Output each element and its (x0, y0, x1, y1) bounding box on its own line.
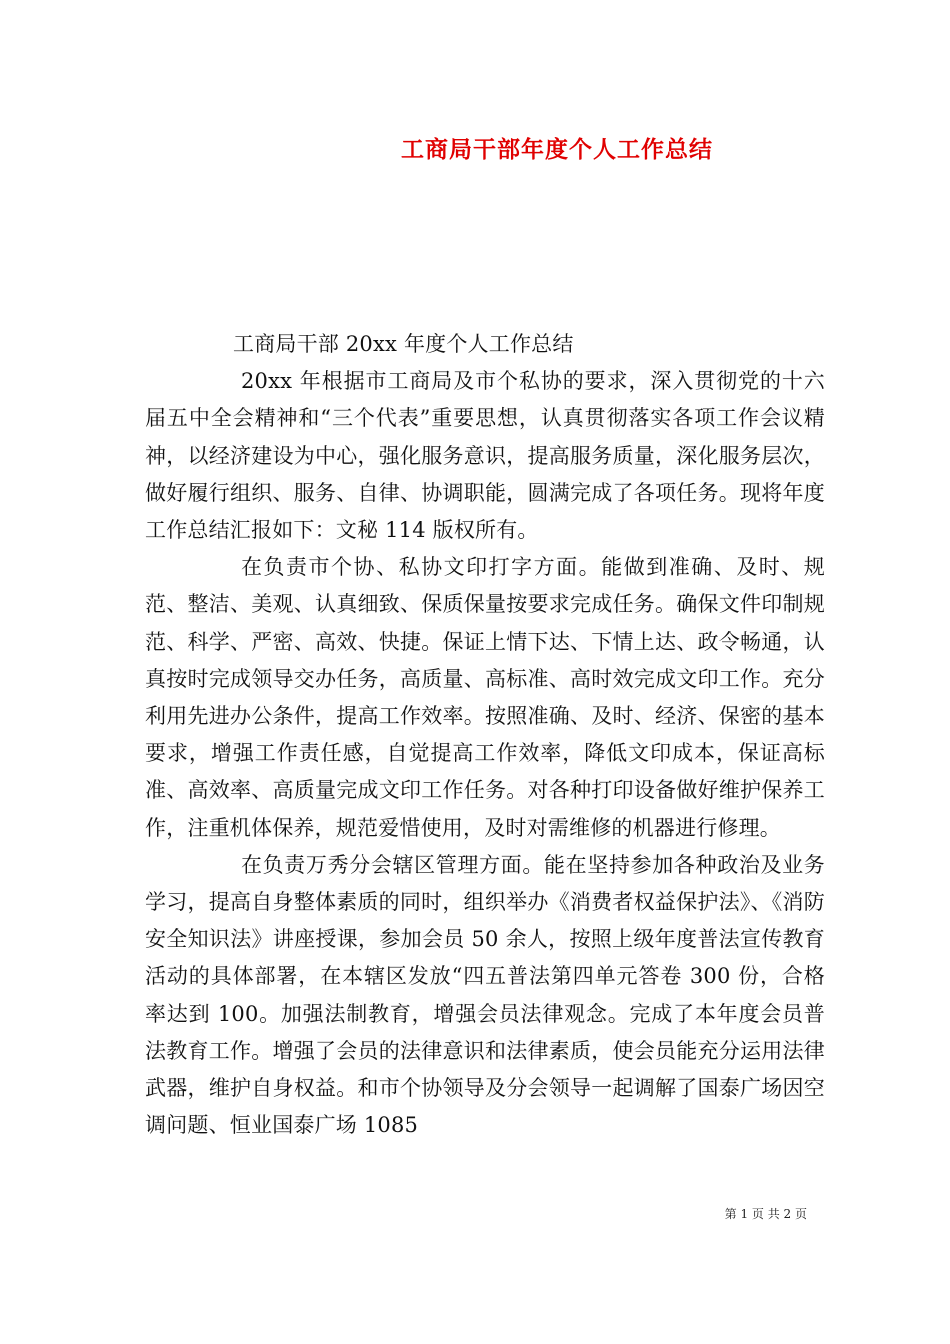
document-body (145, 326, 825, 1144)
page-number-footer: 第 1 页 共 2 页 (724, 1207, 807, 1221)
document-subtitle: 工商局干部 20xx 年度个人工作总结 (233, 332, 574, 356)
body-paragraph: 在负责市个协、私协文印打字方面。能做到准确、及时、规范、整洁、美观、认真细致、保质保量按要求完成任务。确保文件印制规范、科学、严密、高效、快捷。保证上情下达、下情上达、政令畅通，认真按时完成领导交办任务，高质量、高标准、高时效完成文印工作。充分利用先进办公条件，提高工作效率。按照准确、及时、经济、保密的基本要求，增强工作责任感，自觉提高工作效率，降低文印成本，保证高标准、高效率、高质量完成文印工作任务。对各种打印设备做好维护保养工作，注重机体保养，规范爱惜使用，及时对需维修的机器进行修理。 (145, 555, 825, 840)
document-title: 工商局干部年度个人工作总结 (401, 136, 713, 163)
body-paragraph: 在负责万秀分会辖区管理方面。能在坚持参加各种政治及业务学习，提高自身整体素质的同时，组织举办《消费者权益保护法》、《消防安全知识法》讲座授课，参加会员 50 余人，按照上级年度普法宣传教育活动的具体部署，在本辖区发放“四五普法第四单元答卷 300 份，合格率达到 100。加强法制教育，增强会员法律观念。完成了本年度会员普法教育工作。增强了会员的法律意识和法律素质，使会员能充分运用法律武器，维护自身权益。和市个协领导及分会领导一起调解了国泰广场因空调问题、恒业国泰广场 1085 (145, 852, 825, 1138)
body-paragraph: 20xx 年根据市工商局及市个私协的要求，深入贯彻党的十六届五中全会精神和“三个代表”重要思想，认真贯彻落实各项工作会议精神，以经济建设为中心，强化服务意识，提高服务质量，深化服务层次，做好履行组织、服务、自律、协调职能，圆满完成了各项任务。现将年度工作总结汇报如下：文秘 114 版权所有。 (145, 369, 825, 543)
